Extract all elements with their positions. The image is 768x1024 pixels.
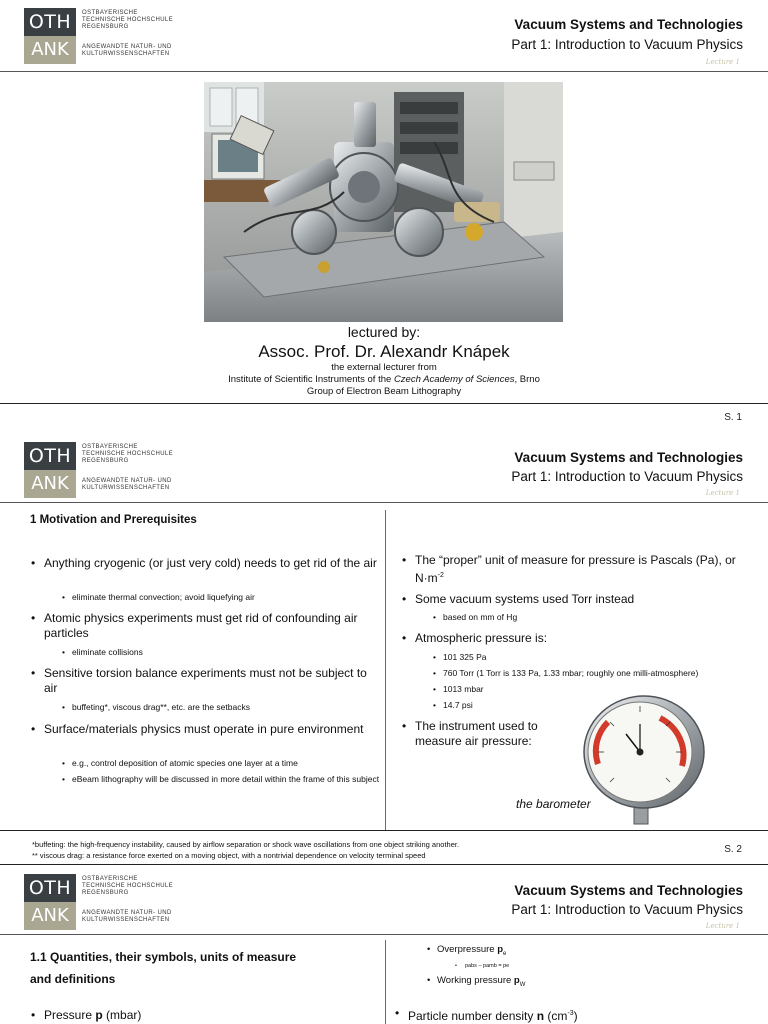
sub-bullet-overpressure: • Overpressure $p_e$ — [427, 944, 507, 957]
lecturer-name: Assoc. Prof. Dr. Alexandr Knápek — [258, 342, 510, 361]
bullet-torsion-balance: • Sensitive torsion balance experiments must not be subject to air — [31, 666, 367, 695]
institute-line — [0, 374, 768, 385]
symbol: p — [513, 975, 520, 986]
logo-line: KULTURWISSENSCHAFTEN — [82, 51, 170, 57]
logo-ank-block: ANK — [24, 470, 76, 498]
lectured-by-label: lectured by: — [347, 324, 421, 340]
barometer-gauge-icon — [578, 694, 706, 826]
external-lecturer-text: the external lecturer from — [331, 362, 437, 373]
slide-2 — [0, 436, 768, 864]
logo-line: OSTBAYERISCHE — [82, 444, 138, 450]
course-title: Vacuum Systems and Technologies — [514, 17, 743, 32]
slide-number-1: S. 1 — [724, 412, 742, 423]
sub-bullet-text: e.g., control deposition of atomic species one layer at a time — [72, 758, 298, 768]
symbol: n — [536, 1009, 545, 1023]
course-subtitle: Part 1: Introduction to Vacuum Physics — [511, 469, 743, 484]
lecture-mark: Lecture 1 — [705, 58, 740, 66]
logo-line: REGENSBURG — [82, 458, 129, 464]
bullet-text: Particle number density — [408, 1009, 537, 1023]
group-line: Group of Electron Beam Lithography — [306, 386, 462, 397]
logo-line: ANGEWANDTE NATUR- UND — [82, 910, 172, 916]
bullet-particle-density: • Particle number density n $(cm^{-3})$ — [395, 1006, 578, 1023]
symbol: p — [497, 944, 503, 955]
overpressure-formula: • pabs – pamb = pe — [455, 963, 510, 969]
logo-line: TECHNISCHE HOCHSCHULE — [82, 883, 174, 889]
logo-line: OSTBAYERISCHE — [82, 10, 138, 16]
vacuum-apparatus-illustration — [204, 82, 563, 322]
logo-ank-block: ANK — [24, 36, 76, 64]
heading-line: 1.1 Quantities, their symbols, units of measure — [30, 950, 297, 964]
sub-bullet: • 101 325 Pa — [433, 652, 487, 662]
bullet-text: Some vacuum systems used Torr instead — [415, 592, 635, 606]
bullet-torr: • Some vacuum systems used Torr instead — [402, 592, 635, 606]
sub-bullet-text: Working pressure — [437, 975, 514, 986]
logo-faculty-text — [82, 478, 172, 492]
vacuum-apparatus-photo — [204, 82, 563, 322]
sub-bullet-text: eliminate collisions — [72, 647, 143, 657]
footnote-buffeting: *buffeting: the high-frequency instability, caused by airflow separation or shock wave oscillations from one object striking another. — [32, 840, 460, 849]
barometer-caption: the barometer — [516, 797, 591, 811]
logo-line: REGENSBURG — [82, 24, 129, 30]
sub-bullet: • 14.7 psi — [433, 700, 473, 710]
slide-separator — [0, 403, 768, 404]
logo-institution-text — [82, 444, 173, 465]
lecture-mark: Lecture 1 — [705, 922, 740, 930]
sub-bullet: • 1013 mbar — [433, 684, 484, 694]
header-rule — [0, 71, 768, 72]
bullet-text: Atomic physics experiments must get rid of confounding air particles — [44, 611, 358, 640]
superscript: -2 — [437, 572, 444, 579]
sub-bullet-text: 760 Torr (1 Torr is 133 Pa, 1.33 mbar; roughly one milli-atmosphere) — [443, 668, 699, 678]
bullet-pascal-unit: • The “proper” unit of measure for pressure is Pascals (Pa), or $N\cdot m^{-2}$ — [402, 553, 736, 585]
logo-faculty-text — [82, 910, 172, 924]
subscript: e — [503, 950, 507, 957]
bullet-text: Surface/materials physics must operate in pure environment — [44, 722, 364, 736]
oth-logo — [24, 8, 180, 64]
course-title: Vacuum Systems and Technologies — [514, 883, 743, 898]
logo-oth-block: OTH — [24, 442, 76, 470]
formula-text: pabs – pamb = pe — [465, 963, 510, 969]
sub-bullet-working-pressure: • Working pressure $p_W$ — [427, 975, 526, 988]
logo-line: ANGEWANDTE NATUR- UND — [82, 478, 172, 484]
logo-line: KULTURWISSENSCHAFTEN — [82, 485, 170, 491]
section-heading: 1 Motivation and Prerequisites — [30, 514, 197, 526]
slide-1 — [0, 0, 768, 403]
bullet-text: Anything cryogenic (or just very cold) needs to get rid of the air — [44, 556, 377, 570]
course-subtitle: Part 1: Introduction to Vacuum Physics — [511, 902, 743, 917]
heading-line: and definitions — [30, 972, 116, 986]
bullet-cryogenic: • Anything cryogenic (or just very cold) needs to get rid of the air — [31, 556, 377, 570]
bullet-text: Pressure — [44, 1008, 96, 1022]
logo-institution-text — [82, 10, 173, 31]
logo-ank-block: ANK — [24, 902, 76, 930]
unit-text: (cm — [544, 1009, 568, 1023]
sub-bullet: • eBeam lithography will be discussed in more detail within the frame of this subject — [62, 774, 380, 784]
sub-bullet-text: 101 325 Pa — [443, 652, 487, 662]
header-rule — [0, 934, 768, 935]
bullet-atmospheric: • Atmospheric pressure is: — [402, 631, 548, 645]
sub-bullet: • buffeting*, viscous drag**, etc. are the setbacks — [62, 702, 250, 712]
unit-text: (mbar) — [102, 1008, 142, 1022]
bullet-text: Atmospheric pressure is: — [415, 631, 548, 645]
sub-bullet-text: 14.7 psi — [443, 700, 473, 710]
bullet-text: The “proper” unit of measure for pressure is Pascals (Pa), or N·m — [415, 553, 736, 585]
sub-bullet-text: buffeting*, viscous drag**, etc. are the setbacks — [72, 702, 250, 712]
symbol: p — [95, 1008, 103, 1022]
logo-oth-block: OTH — [24, 874, 76, 902]
sub-bullet-text: 1013 mbar — [443, 684, 484, 694]
sub-bullet-text: Overpressure — [437, 944, 498, 955]
slide-separator — [0, 864, 768, 865]
header-rule — [0, 502, 768, 503]
academy-name: Czech Academy of Sciences — [393, 374, 515, 385]
logo-institution-text — [82, 876, 173, 897]
bullet-text: Sensitive torsion balance experiments must not be subject to air — [44, 666, 367, 695]
institute-text: Institute of Scientific Instruments of the — [228, 374, 394, 385]
section-heading — [30, 946, 296, 990]
logo-line: REGENSBURG — [82, 890, 129, 896]
logo-line: KULTURWISSENSCHAFTEN — [82, 917, 170, 923]
sub-bullet: • based on mm of Hg — [433, 612, 518, 622]
slide-separator — [0, 830, 768, 831]
course-subtitle: Part 1: Introduction to Vacuum Physics — [511, 37, 743, 52]
bullet-atomic-physics: • Atomic physics experiments must get rid of confounding air particles — [31, 611, 358, 640]
sub-bullet: • e.g., control deposition of atomic species one layer at a time — [62, 758, 298, 768]
logo-line: OSTBAYERISCHE — [82, 876, 138, 882]
column-divider — [385, 510, 386, 830]
sub-bullet-text: based on mm of Hg — [443, 612, 518, 622]
subscript: W — [519, 981, 526, 988]
oth-logo — [24, 874, 180, 930]
sub-bullet: • 760 Torr (1 Torr is 133 Pa, 1.33 mbar; roughly one milli-atmosphere) — [433, 668, 699, 678]
logo-oth-block: OTH — [24, 8, 76, 36]
logo-line: ANGEWANDTE NATUR- UND — [82, 44, 172, 50]
sub-bullet: • eliminate collisions — [62, 647, 143, 657]
bullet-surface-physics: • Surface/materials physics must operate in pure environment — [31, 722, 364, 736]
sub-bullet: • eliminate thermal convection; avoid liquefying air — [62, 592, 255, 602]
bullet-pressure: • Pressure p (mbar) — [31, 1008, 142, 1022]
sub-bullet-text: eliminate thermal convection; avoid liquefying air — [72, 592, 255, 602]
bullet-instrument: • The instrument used to measure air pressure: — [402, 719, 538, 748]
unit-text: ) — [573, 1009, 578, 1023]
logo-line: TECHNISCHE HOCHSCHULE — [82, 17, 174, 23]
footnote-viscous-drag: ** viscous drag: a resistance force exerted on a moving object, with a nontrivial dependence on velocity terminal speed — [32, 851, 426, 860]
superscript: -3 — [567, 1010, 574, 1017]
sub-bullet-text: eBeam lithography will be discussed in more detail within the frame of this subject — [72, 774, 380, 784]
oth-logo — [24, 442, 180, 498]
slide-number-2: S. 2 — [724, 844, 742, 855]
column-divider — [385, 940, 386, 1024]
logo-faculty-text — [82, 44, 172, 58]
course-title: Vacuum Systems and Technologies — [514, 450, 743, 465]
logo-line: TECHNISCHE HOCHSCHULE — [82, 451, 174, 457]
city-text: , Brno — [514, 374, 540, 385]
bullet-text: The instrument used to measure air pressure: — [415, 719, 538, 748]
lecture-mark: Lecture 1 — [705, 489, 740, 497]
slide-3 — [0, 870, 768, 1024]
